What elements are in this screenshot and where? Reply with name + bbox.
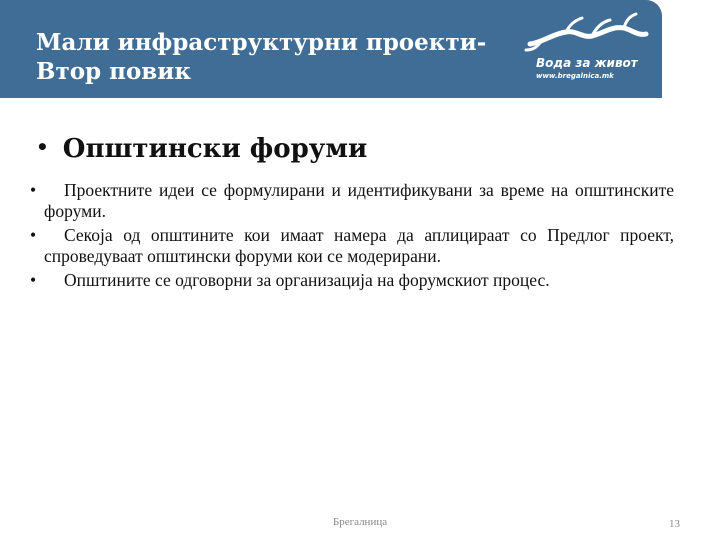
bullet-item — [30, 225, 674, 267]
slide-title-line-2: Втор повик — [36, 58, 191, 85]
slide-title — [36, 28, 486, 86]
bullet-text: Општините се одговорни за организација на форумскиот процес. — [64, 270, 550, 290]
bullet-dot-icon: • — [30, 270, 37, 290]
bullet-item — [30, 270, 674, 291]
section-heading — [36, 134, 367, 164]
bullet-text: Секоја од општините кои имаат намера да аплицираат со Предлог проект, спроведуваат општински форуми кои се модерирани. — [44, 225, 674, 266]
bullet-dot-icon: • — [30, 180, 37, 200]
slide-header — [0, 0, 662, 98]
logo-url: www.bregalnica.mk — [536, 72, 614, 80]
bullet-dot-icon: • — [36, 135, 49, 159]
logo — [520, 8, 660, 94]
bullet-list — [30, 180, 674, 294]
footer-label: Брегалница — [332, 516, 388, 528]
slide-title-line-1: Мали инфраструктурни проекти- — [36, 29, 487, 56]
river-logo-icon — [520, 8, 660, 58]
bullet-text: Проектните идеи се формулирани и идентификувани за време на општинските форуми. — [44, 180, 674, 221]
section-heading-text: Општински форуми — [62, 134, 368, 164]
bullet-item — [30, 180, 674, 222]
bullet-dot-icon: • — [30, 225, 37, 245]
logo-text: Вода за живот — [536, 56, 638, 70]
page-number: 13 — [669, 518, 680, 530]
